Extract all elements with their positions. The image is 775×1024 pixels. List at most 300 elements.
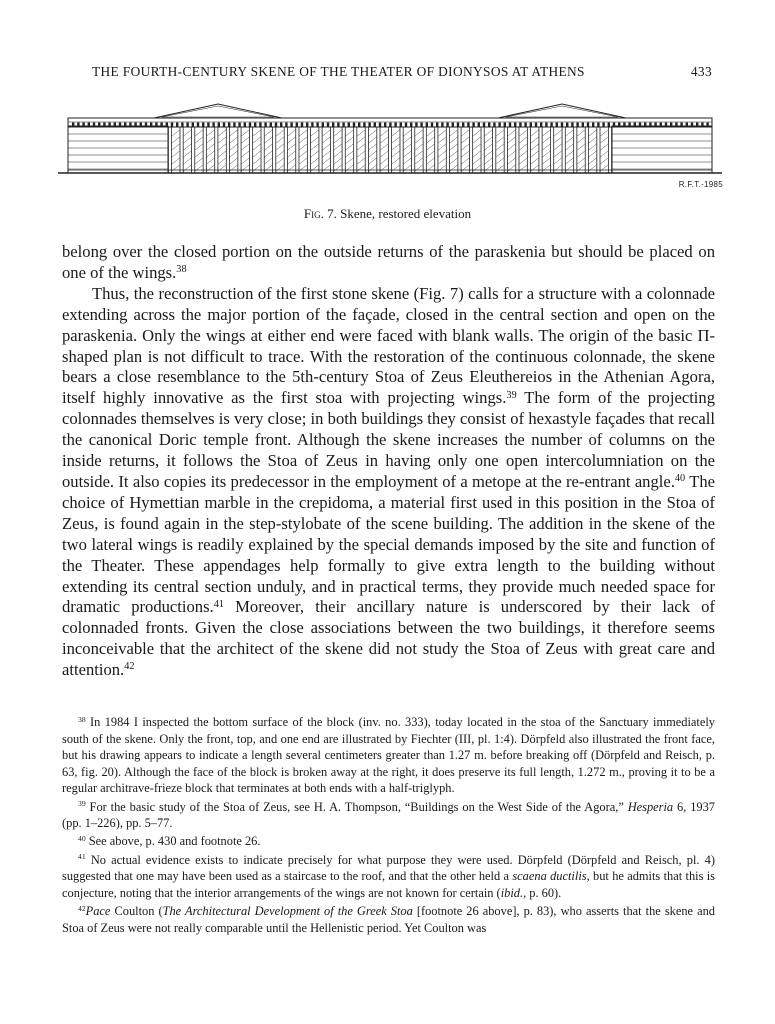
column (504, 127, 507, 173)
hatching (276, 158, 284, 164)
footnote-ref[interactable]: 42 (124, 661, 135, 673)
hatching (334, 137, 342, 143)
triglyph (98, 123, 100, 127)
hatching (184, 158, 192, 164)
triglyph (108, 123, 110, 127)
column (331, 127, 334, 173)
hatching (323, 144, 331, 150)
hatching (334, 158, 342, 164)
hatching (346, 158, 354, 164)
hatching (241, 137, 249, 143)
triglyph (228, 123, 230, 127)
hatching (218, 144, 226, 150)
triglyph (270, 123, 272, 127)
triglyph (405, 123, 407, 127)
hatching (207, 151, 215, 157)
column (192, 127, 195, 173)
column (493, 127, 496, 173)
hatching (485, 137, 493, 143)
triglyph (353, 123, 355, 127)
hatching (438, 137, 446, 143)
hatching (369, 137, 377, 143)
column (539, 127, 542, 173)
hatching (299, 158, 307, 164)
hatching (450, 151, 458, 157)
triglyph (72, 123, 74, 127)
footnote-40: $^{40}$ See above, p. 430 and footnote 26. (78, 834, 261, 849)
hatching (195, 137, 203, 143)
footnote-ref[interactable]: 41 (213, 598, 224, 610)
triglyph (670, 123, 672, 127)
hatching (438, 158, 446, 164)
triglyph (623, 123, 625, 127)
column (365, 127, 368, 173)
triglyph (504, 123, 506, 127)
running-head (92, 64, 712, 80)
triglyph (316, 123, 318, 127)
hatching (461, 158, 469, 164)
hatching (299, 151, 307, 157)
hatching (554, 144, 562, 150)
triglyph (171, 123, 173, 127)
triglyph (358, 123, 360, 127)
hatching (392, 144, 400, 150)
triglyph (519, 123, 521, 127)
hatching (427, 130, 435, 136)
hatching (253, 151, 261, 157)
triglyph (249, 123, 251, 127)
triglyph (306, 123, 308, 127)
footnote-ref[interactable]: 39 (506, 389, 517, 401)
triglyph (675, 123, 677, 127)
triglyph (514, 123, 516, 127)
column (226, 127, 229, 173)
hatching (357, 144, 365, 150)
triglyph (181, 123, 183, 127)
hatching (172, 158, 180, 164)
triglyph (311, 123, 313, 127)
hatching (415, 137, 423, 143)
hatching (519, 137, 527, 143)
left-wing-wall (68, 126, 168, 173)
triglyph (342, 123, 344, 127)
triglyph (332, 123, 334, 127)
left-pediment-inner (162, 106, 274, 117)
hatching (230, 158, 238, 164)
triglyph (129, 123, 131, 127)
hatching (461, 151, 469, 157)
triglyph (114, 123, 116, 127)
hatching (195, 130, 203, 136)
hatching (392, 137, 400, 143)
triglyph (218, 123, 220, 127)
hatching (195, 158, 203, 164)
triglyph (696, 123, 698, 127)
triglyph (535, 123, 537, 127)
hatching (543, 137, 551, 143)
triglyph (457, 123, 459, 127)
hatching (461, 130, 469, 136)
hatching (323, 151, 331, 157)
triglyph (244, 123, 246, 127)
hatching (288, 130, 296, 136)
hatching (589, 158, 597, 164)
column (388, 127, 391, 173)
triglyph (452, 123, 454, 127)
triglyph (415, 123, 417, 127)
hatching (519, 130, 527, 136)
triglyph (410, 123, 412, 127)
triglyph (644, 123, 646, 127)
triglyph (145, 123, 147, 127)
hatching (346, 151, 354, 157)
hatching (230, 151, 238, 157)
hatching (184, 137, 192, 143)
hatching (195, 144, 203, 150)
hatching (207, 158, 215, 164)
hatching (461, 137, 469, 143)
column (527, 127, 530, 173)
triglyph (301, 123, 303, 127)
hatching (519, 158, 527, 164)
hatching (577, 151, 585, 157)
triglyph (540, 123, 542, 127)
hatching (392, 158, 400, 164)
hatching (404, 158, 412, 164)
hatching (531, 158, 539, 164)
hatching (485, 130, 493, 136)
hatching (508, 158, 516, 164)
hatching (531, 130, 539, 136)
hatching (473, 137, 481, 143)
hatching (265, 130, 273, 136)
hatching (589, 144, 597, 150)
hatching (438, 130, 446, 136)
triglyph (618, 123, 620, 127)
triglyph (124, 123, 126, 127)
triglyph (436, 123, 438, 127)
hatching (323, 130, 331, 136)
hatching (508, 137, 516, 143)
triglyph (280, 123, 282, 127)
triglyph (155, 123, 157, 127)
triglyph (82, 123, 84, 127)
hatching (195, 151, 203, 157)
footnote-38: $^{38}$ In 1984 I inspected the bottom surface of the block (inv. no. 333), today located in the stoa of the Sanctuary immediately south of the skene. Only the front, top, and one end are illustrated by Fiechter (III, pl. 1:4). Dörpfeld also illustrated the front face, but his drawing appears to indicate a length several centimeters greater than 1.27 m. before breaking off (Dörpfeld and Reisch, p. 63, fig. 20). Although the face of the block is broken away at the right, it does preserve its full length, 1.272 m., proving it to be a regular architrave-frieze block that terminates at both ends with a half-triglyph. (62, 714, 715, 796)
triglyph (509, 123, 511, 127)
column (284, 127, 287, 173)
triglyph (160, 123, 162, 127)
hatching (427, 137, 435, 143)
hatching (485, 151, 493, 157)
hatching (218, 137, 226, 143)
hatching (241, 158, 249, 164)
column (597, 127, 600, 173)
triglyph (524, 123, 526, 127)
hatching (334, 151, 342, 157)
hatching (172, 151, 180, 157)
hatching (450, 158, 458, 164)
triglyph (93, 123, 95, 127)
page-number: 433 (690, 64, 712, 79)
triglyph (634, 123, 636, 127)
hatching (184, 144, 192, 150)
column (273, 127, 276, 173)
hatching (346, 137, 354, 143)
hatching (473, 151, 481, 157)
hatching (427, 158, 435, 164)
hatching (554, 158, 562, 164)
hatching (380, 130, 388, 136)
hatching (566, 158, 574, 164)
hatching (184, 130, 192, 136)
column (296, 127, 299, 173)
triglyph (134, 123, 136, 127)
triglyph (426, 123, 428, 127)
hatching (184, 151, 192, 157)
hatching (473, 158, 481, 164)
hatching (427, 151, 435, 157)
triglyph (628, 123, 630, 127)
triglyph (374, 123, 376, 127)
hatching (392, 151, 400, 157)
hatching (404, 151, 412, 157)
hatching (473, 144, 481, 150)
hatching (485, 144, 493, 150)
hatching (265, 158, 273, 164)
hatching (450, 130, 458, 136)
hatching (554, 151, 562, 157)
hatching (207, 137, 215, 143)
triglyph (488, 123, 490, 127)
footnote-ref[interactable]: 38 (176, 264, 187, 276)
column (261, 127, 264, 173)
triglyph (498, 123, 500, 127)
hatching (230, 144, 238, 150)
triglyph (322, 123, 324, 127)
hatching (311, 130, 319, 136)
column (319, 127, 322, 173)
hatching (543, 151, 551, 157)
triglyph (478, 123, 480, 127)
triglyph (389, 123, 391, 127)
hatching (461, 144, 469, 150)
triglyph (290, 123, 292, 127)
hatching (241, 151, 249, 157)
column (412, 127, 415, 173)
hatching (380, 137, 388, 143)
footnote-42: $^{42}$Pace Coulton (The Architectural Development of the Greek Stoa [footnote 26 above], p. 83), who asserts that the skene and Stoa of Zeus were not really comparable until the Hellenistic period. Yet Coulton was (62, 903, 715, 935)
hatching (265, 144, 273, 150)
hatching (253, 144, 261, 150)
column (307, 127, 310, 173)
column (203, 127, 206, 173)
hatching (531, 151, 539, 157)
triglyph (296, 123, 298, 127)
triglyph (275, 123, 277, 127)
hatching (577, 130, 585, 136)
hatching (311, 137, 319, 143)
hatching (253, 130, 261, 136)
hatching (346, 144, 354, 150)
column (342, 127, 345, 173)
hatching (207, 130, 215, 136)
column (446, 127, 449, 173)
caption-text: Skene, restored elevation (340, 206, 472, 221)
triglyph (582, 123, 584, 127)
column (400, 127, 403, 173)
triglyph (186, 123, 188, 127)
footnote-ref[interactable]: 40 (674, 473, 686, 485)
running-title: THE FOURTH-CENTURY SKENE OF THE THEATER OF DIONYSOS AT ATHENS (92, 64, 585, 79)
hatching (566, 130, 574, 136)
hatching (508, 151, 516, 157)
column (585, 127, 588, 173)
hatching (323, 137, 331, 143)
triglyph (561, 123, 563, 127)
triglyph (103, 123, 105, 127)
triglyph (576, 123, 578, 127)
column (238, 127, 241, 173)
hatching (380, 151, 388, 157)
column (249, 127, 252, 173)
figure-credit: R.F.T.-1985 (678, 180, 723, 189)
column (435, 127, 438, 173)
hatching (600, 137, 608, 143)
hatching (357, 130, 365, 136)
caption-label: Fig. 7. (303, 206, 337, 221)
hatching (230, 130, 238, 136)
hatching (207, 144, 215, 150)
hatching (496, 137, 504, 143)
triglyph (420, 123, 422, 127)
triglyph (545, 123, 547, 127)
column (377, 127, 380, 173)
hatching (334, 144, 342, 150)
column (562, 127, 565, 173)
hatching (600, 158, 608, 164)
hatching (172, 144, 180, 150)
triglyph (197, 123, 199, 127)
hatching (265, 151, 273, 157)
body-text (62, 242, 715, 681)
triglyph (556, 123, 558, 127)
hatching (404, 137, 412, 143)
hatching (288, 144, 296, 150)
column (481, 127, 484, 173)
hatching (496, 144, 504, 150)
column (469, 127, 472, 173)
triglyph (680, 123, 682, 127)
hatching (543, 158, 551, 164)
triglyph (654, 123, 656, 127)
triglyph (150, 123, 152, 127)
footnote-41: $^{41}$ No actual evidence exists to indicate precisely for what purpose they were used. Dörpfeld (Dörpfeld and Reisch, pl. 4) suggested that one may have been used as a staircase to the roof, and that the other held a scaena ductilis, but he admits that this is conjecture, noting that the interior arrangements of the wings are not known for certain (ibid., p. 60). (62, 852, 715, 900)
hatching (218, 151, 226, 157)
triglyph (608, 123, 610, 127)
triglyph (587, 123, 589, 127)
triglyph (238, 123, 240, 127)
column (516, 127, 519, 173)
hatching (415, 158, 423, 164)
hatching (519, 151, 527, 157)
hatching (253, 158, 261, 164)
hatching (323, 158, 331, 164)
triglyph (88, 123, 90, 127)
hatching (276, 137, 284, 143)
hatching (311, 144, 319, 150)
column (608, 127, 611, 173)
column (354, 127, 357, 173)
figure-caption (0, 206, 775, 222)
hatching (218, 158, 226, 164)
hatching (496, 158, 504, 164)
hatching (589, 130, 597, 136)
triglyph (254, 123, 256, 127)
hatching (288, 137, 296, 143)
hatching (600, 144, 608, 150)
triglyph (493, 123, 495, 127)
hatching (299, 137, 307, 143)
hatching (311, 158, 319, 164)
hatching (438, 144, 446, 150)
hatching (508, 130, 516, 136)
hatching (276, 144, 284, 150)
hatching (415, 151, 423, 157)
hatching (589, 137, 597, 143)
triglyph (550, 123, 552, 127)
hatching (566, 144, 574, 150)
hatching (531, 144, 539, 150)
hatching (566, 137, 574, 143)
column (423, 127, 426, 173)
hatching (496, 151, 504, 157)
triglyph (212, 123, 214, 127)
triglyph (207, 123, 209, 127)
triglyph (363, 123, 365, 127)
hatching (566, 151, 574, 157)
triglyph (264, 123, 266, 127)
column (168, 127, 171, 173)
triglyph (639, 123, 641, 127)
triglyph (613, 123, 615, 127)
triglyph (192, 123, 194, 127)
triglyph (77, 123, 79, 127)
hatching (600, 151, 608, 157)
hatching (369, 144, 377, 150)
column (180, 127, 183, 173)
triglyph (166, 123, 168, 127)
triglyph (660, 123, 662, 127)
hatching (450, 137, 458, 143)
triglyph (202, 123, 204, 127)
triglyph (176, 123, 178, 127)
hatching (172, 130, 180, 136)
triglyph (691, 123, 693, 127)
hatching (392, 130, 400, 136)
triglyph (233, 123, 235, 127)
hatching (380, 144, 388, 150)
triglyph (472, 123, 474, 127)
hatching (473, 130, 481, 136)
hatching (369, 151, 377, 157)
triglyph (285, 123, 287, 127)
hatching (299, 144, 307, 150)
triglyph (686, 123, 688, 127)
column (215, 127, 218, 173)
hatching (415, 130, 423, 136)
triglyph (566, 123, 568, 127)
